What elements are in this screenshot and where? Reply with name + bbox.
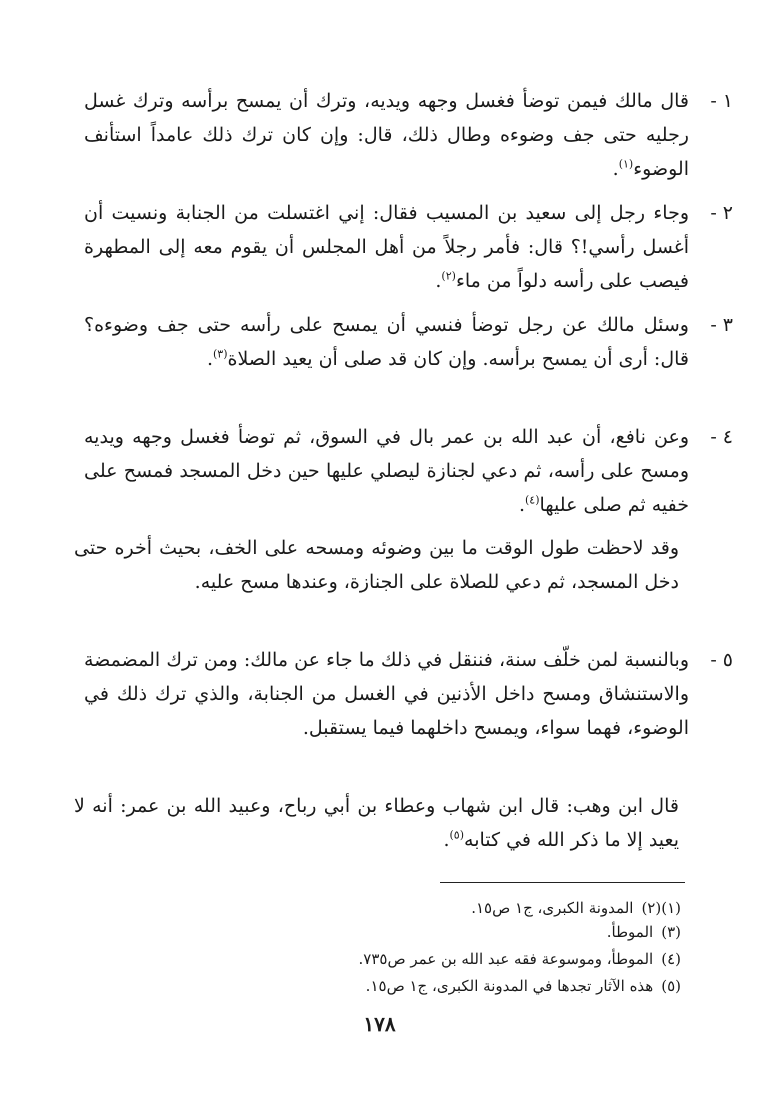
- footnote-number: (٤): [661, 950, 681, 968]
- footnote-text: الموطأ.: [606, 923, 654, 941]
- list-item: [84, 84, 733, 186]
- item-text: [84, 308, 689, 376]
- item-text: وبالنسبة لمن خلّف سنة، فننقل في ذلك ما جاء عن مالك: ومن ترك المضمضة والاستنشاق ومسح داخل الأذنين في الغسل من الجنابة، والذي ترك ذلك في الوضوء، فهما سواء، ويمسح داخلهما فيما يستقبل.: [84, 649, 689, 739]
- footnote-text: المدونة الكبرى، ج١ ص١٥.: [471, 899, 634, 917]
- footnote-number: (١)(٢): [641, 899, 681, 917]
- item-body: وجاء رجل إلى سعيد بن المسيب فقال: إني اغتسلت من الجنابة ونسيت أن أغسل رأسي!؟ قال: فأمر رجلاً من أهل المجلس أن يقوم معه إلى المطهرة فيصب على رأسه دلواً من ماء: [84, 202, 689, 292]
- item-text: [84, 84, 689, 186]
- item-number: ٣ -: [710, 314, 733, 336]
- item-tail: .: [435, 270, 442, 292]
- ibn-wahb-paragraph: [74, 789, 679, 857]
- footnote-ref: (٣): [212, 347, 228, 361]
- item-body: وعن نافع، أن عبد الله بن عمر بال في السوق، ثم توضأ فغسل وجهه ويديه ومسح على رأسه، ثم دعي لجنازة ليصلي عليها حين دخل المسجد فمسح على خفيه ثم صلى عليها: [84, 426, 689, 516]
- footnote: [366, 974, 681, 998]
- item-text: [84, 420, 689, 522]
- item-number: ٢ -: [710, 202, 733, 224]
- footnote-ref: (٤): [524, 493, 540, 507]
- item-number: ٤ -: [710, 426, 733, 448]
- list-item: [84, 308, 733, 376]
- footnote-text: الموطأ، وموسوعة فقه عبد الله بن عمر ص٧٣٥.: [358, 950, 654, 968]
- item-body: قال مالك فيمن توضأ فغسل وجهه ويديه، وترك أن يمسح برأسه وترك غسل رجليه حتى جف وضوءه وطال ذلك، قال: وإن كان ترك ذلك عامداً استأنف الوضوء: [84, 90, 689, 180]
- item-text: [84, 196, 689, 298]
- footnote: [471, 896, 681, 920]
- paragraph-body: قال ابن وهب: قال ابن شهاب وعطاء بن أبي رباح، وعبيد الله بن عمر: أنه لا يعيد إلا ما ذكر الله في كتابه: [74, 795, 679, 851]
- paragraph-tail: .: [443, 829, 450, 851]
- item-number: ١ -: [710, 90, 733, 112]
- footnote-number: (٣): [661, 923, 681, 941]
- footnote-ref: (١): [618, 157, 634, 171]
- footnote-ref: (٢): [441, 269, 456, 283]
- footnote: [607, 920, 681, 944]
- item-body: وسئل مالك عن رجل توضأ فنسي أن يمسح على رأسه حتى جف وضوءه؟ قال: أرى أن يمسح برأسه. وإن كان قد صلى أن يعيد الصلاة: [84, 314, 689, 370]
- footnote-divider: [440, 882, 685, 883]
- item-tail: .: [206, 348, 213, 370]
- item-number: ٥ -: [710, 649, 733, 671]
- footnote-number: (٥): [661, 977, 681, 995]
- list-item: [84, 420, 733, 522]
- page-number: ١٧٨: [363, 1012, 396, 1036]
- item-tail: .: [518, 494, 525, 516]
- author-note: وقد لاحظت طول الوقت ما بين وضوئه ومسحه على الخف، بحيث أخره حتى دخل المسجد، ثم دعي للصلاة على الجنازة، وعندها مسح عليه.: [74, 537, 679, 593]
- list-item: [84, 643, 733, 745]
- footnote: [359, 947, 681, 971]
- list-item: [84, 196, 733, 298]
- item-tail: .: [612, 158, 619, 180]
- footnote-text: هذه الآثار تجدها في المدونة الكبرى، ج١ ص١٥.: [365, 977, 654, 995]
- footnote-ref: (٥): [449, 828, 465, 842]
